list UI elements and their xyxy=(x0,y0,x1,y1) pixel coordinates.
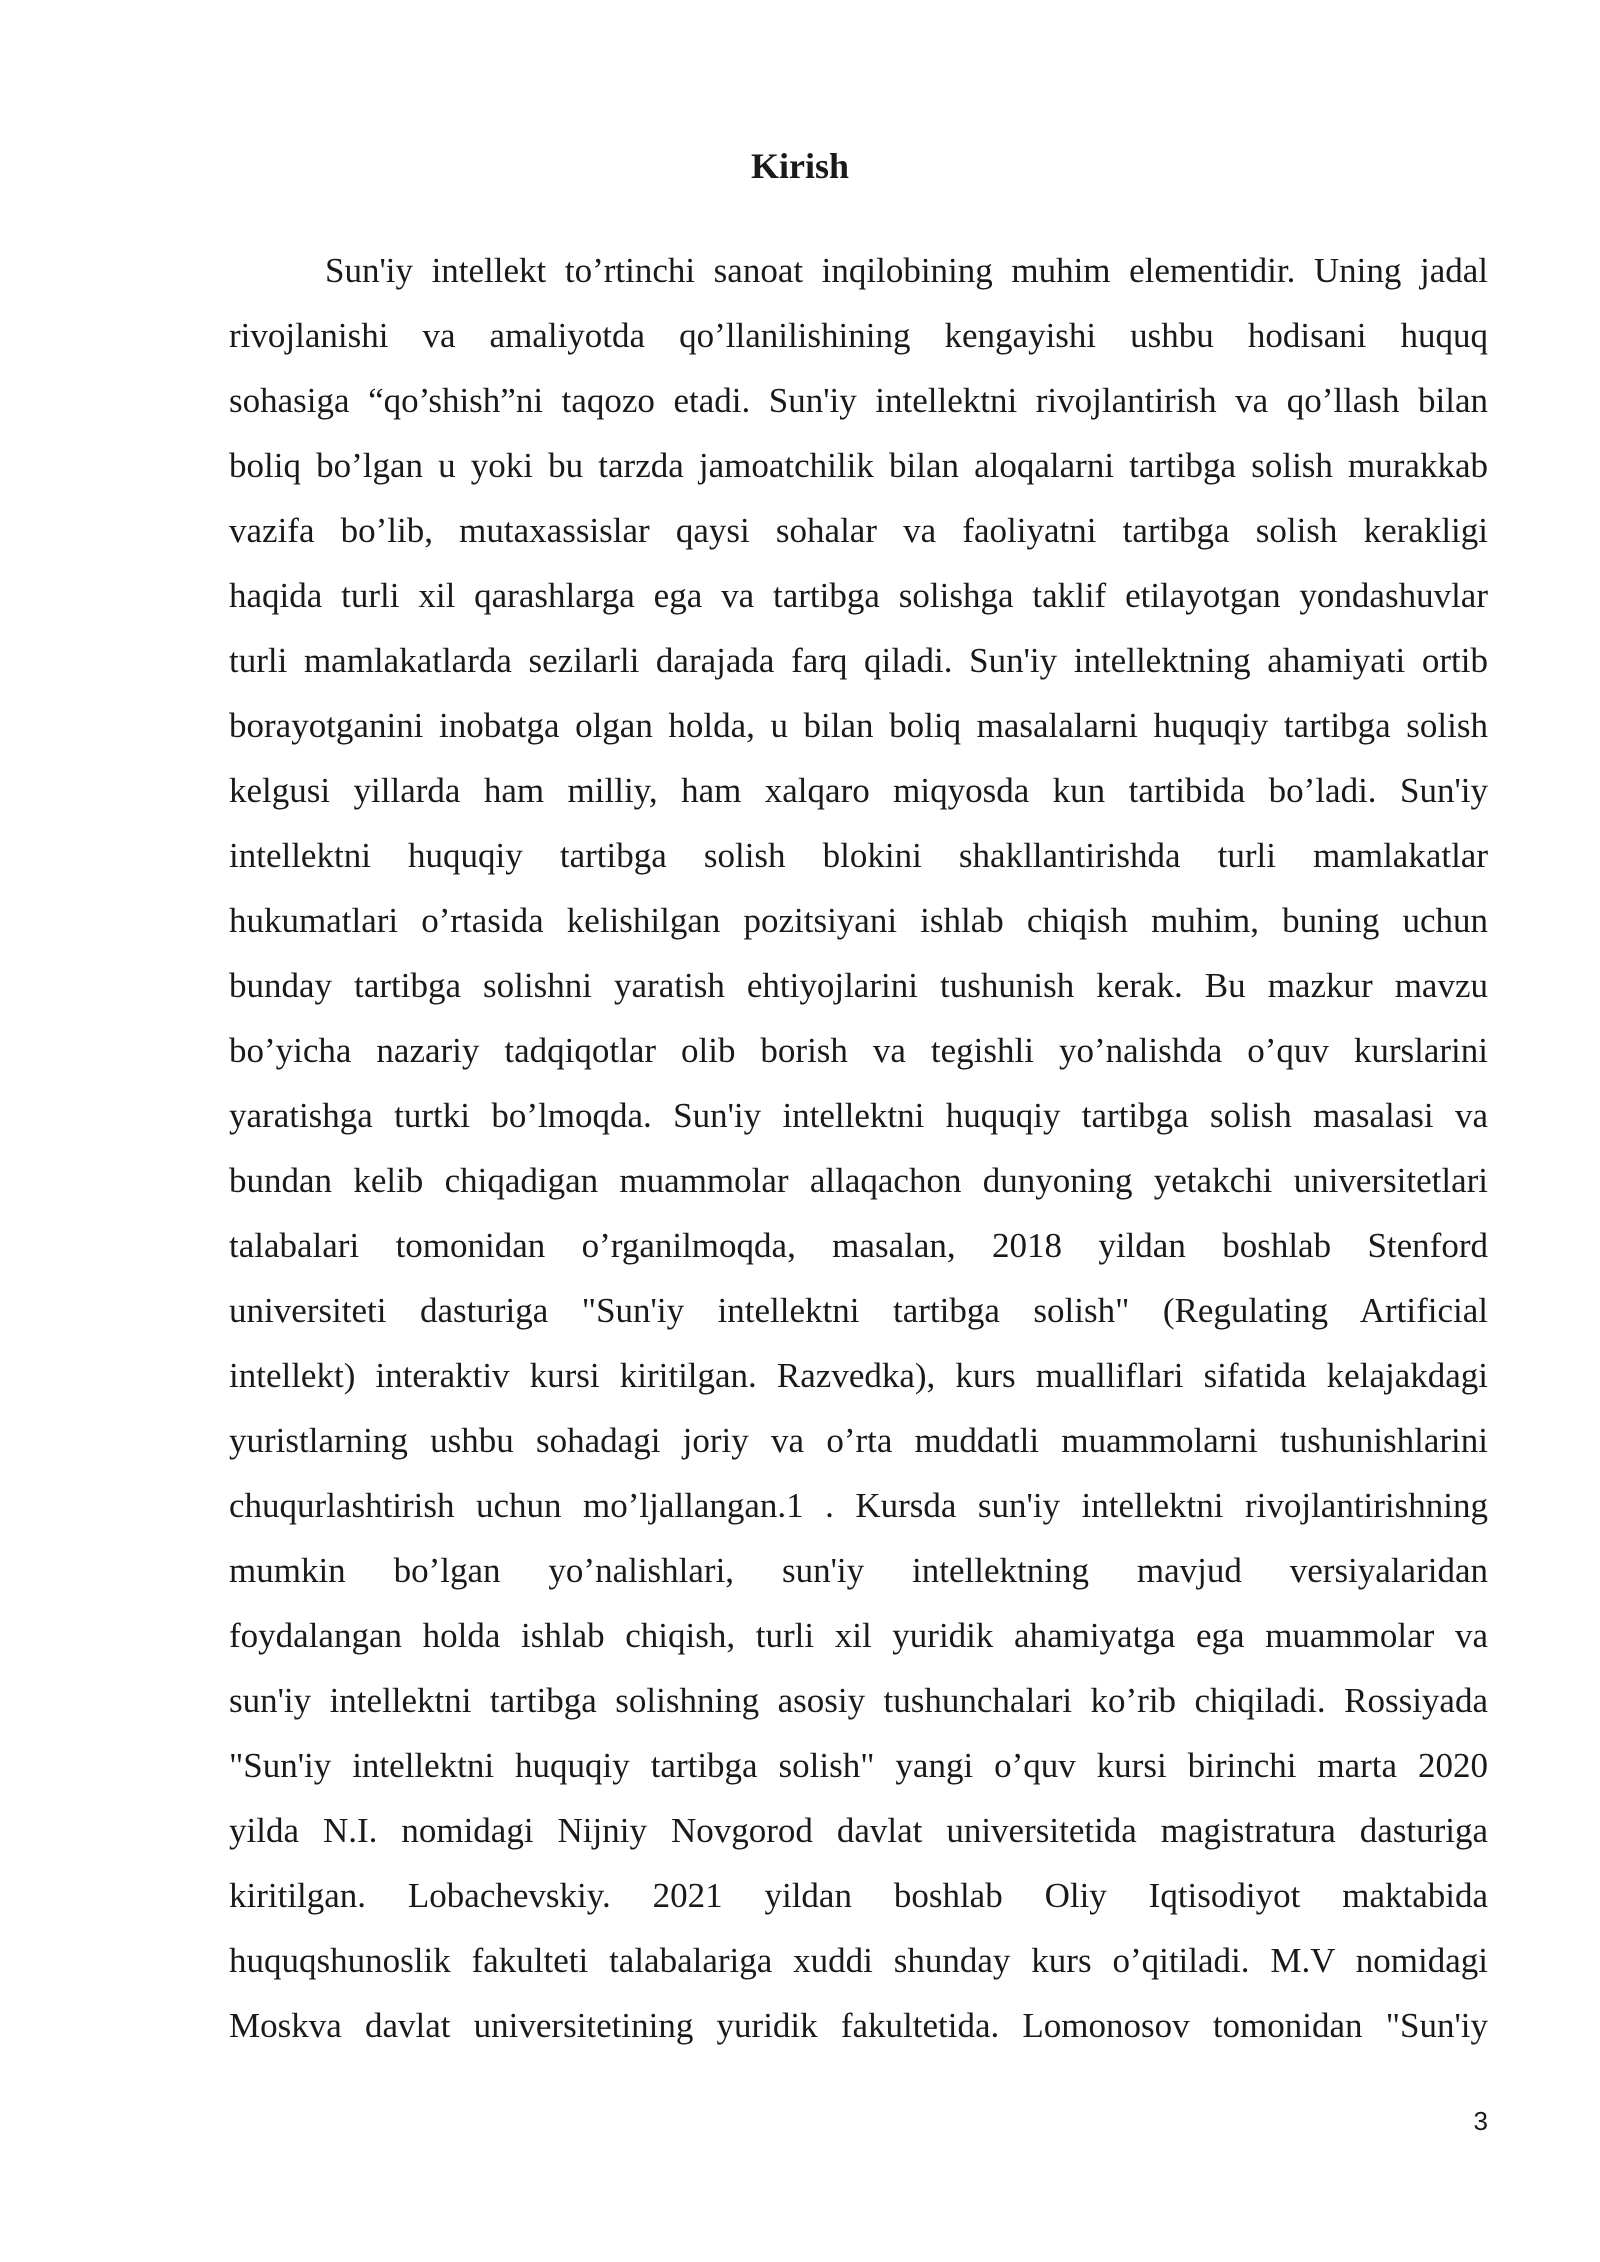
text-line: Sun'iy intellekt to’rtinchi sanoat inqilobining muhim elementidir. Uning jadal xyxy=(325,251,1488,290)
text-line: bo’yicha nazariy tadqiqotlar olib borish va tegishli yo’nalishda o’quv kurslarini xyxy=(229,1031,1488,1070)
text-line: foydalangan holda ishlab chiqish, turli xil yuridik ahamiyatga ega muammolar va xyxy=(229,1616,1488,1655)
text-line: turli mamlakatlarda sezilarli darajada farq qiladi. Sun'iy intellektning ahamiyati ortib xyxy=(229,641,1488,680)
text-line: borayotganini inobatga olgan holda, u bilan boliq masalalarni huquqiy tartibga solish xyxy=(229,706,1488,745)
text-line: kiritilgan. Lobachevskiy. 2021 yildan boshlab Oliy Iqtisodiyot maktabida xyxy=(229,1876,1488,1915)
page-number: 3 xyxy=(1473,2106,1488,2136)
text-line: yaratishga turtki bo’lmoqda. Sun'iy intellektni huquqiy tartibga solish masalasi va xyxy=(229,1096,1488,1135)
text-line: bundan kelib chiqadigan muammolar allaqachon dunyoning yetakchi universitetlari xyxy=(229,1161,1488,1200)
text-line: haqida turli xil qarashlarga ega va tartibga solishga taklif etilayotgan yondashuvlar xyxy=(229,576,1488,615)
text-line: intellektni huquqiy tartibga solish blokini shakllantirishda turli mamlakatlar xyxy=(229,836,1488,875)
text-line: Moskva davlat universitetining yuridik fakultetida. Lomonosov tomonidan "Sun'iy xyxy=(229,2006,1488,2045)
text-line: yuristlarning ushbu sohadagi joriy va o’rta muddatli muammolarni tushunishlarini xyxy=(229,1421,1488,1460)
body-paragraph xyxy=(229,238,1488,2058)
text-line: sun'iy intellektni tartibga solishning asosiy tushunchalari ko’rib chiqiladi. Rossiyada xyxy=(229,1681,1488,1720)
text-line: chuqurlashtirish uchun mo’ljallangan.1 . Kursda sun'iy intellektni rivojlantirishning xyxy=(229,1486,1488,1525)
text-line: sohasiga “qo’shish”ni taqozo etadi. Sun'iy intellektni rivojlantirish va qo’llash bilan xyxy=(229,381,1488,420)
text-line: yilda N.I. nomidagi Nijniy Novgorod davlat universitetida magistratura dasturiga xyxy=(229,1811,1488,1850)
text-line: rivojlanishi va amaliyotda qo’llanilishining kengayishi ushbu hodisani huquq xyxy=(229,316,1488,355)
text-line: huquqshunoslik fakulteti talabalariga xuddi shunday kurs o’qitiladi. M.V nomidagi xyxy=(229,1941,1488,1980)
text-line: intellekt) interaktiv kursi kiritilgan. Razvedka), kurs mualliflari sifatida kelajakdagi xyxy=(229,1356,1488,1395)
text-line: universiteti dasturiga "Sun'iy intellektni tartibga solish" (Regulating Artificial xyxy=(229,1291,1488,1330)
text-line: mumkin bo’lgan yo’nalishlari, sun'iy intellektning mavjud versiyalaridan xyxy=(229,1551,1488,1590)
text-line: talabalari tomonidan o’rganilmoqda, masalan, 2018 yildan boshlab Stenford xyxy=(229,1226,1488,1265)
text-line: vazifa bo’lib, mutaxassislar qaysi sohalar va faoliyatni tartibga solish kerakligi xyxy=(229,511,1488,550)
text-line: boliq bo’lgan u yoki bu tarzda jamoatchilik bilan aloqalarni tartibga solish murakkab xyxy=(229,446,1488,485)
text-line: kelgusi yillarda ham milliy, ham xalqaro miqyosda kun tartibida bo’ladi. Sun'iy xyxy=(229,771,1488,810)
text-line: "Sun'iy intellektni huquqiy tartibga solish" yangi o’quv kursi birinchi marta 2020 xyxy=(229,1746,1488,1785)
text-line: bunday tartibga solishni yaratish ehtiyojlarini tushunish kerak. Bu mazkur mavzu xyxy=(229,966,1488,1005)
text-line: hukumatlari o’rtasida kelishilgan pozitsiyani ishlab chiqish muhim, buning uchun xyxy=(229,901,1488,940)
page-title: Kirish xyxy=(750,146,849,186)
